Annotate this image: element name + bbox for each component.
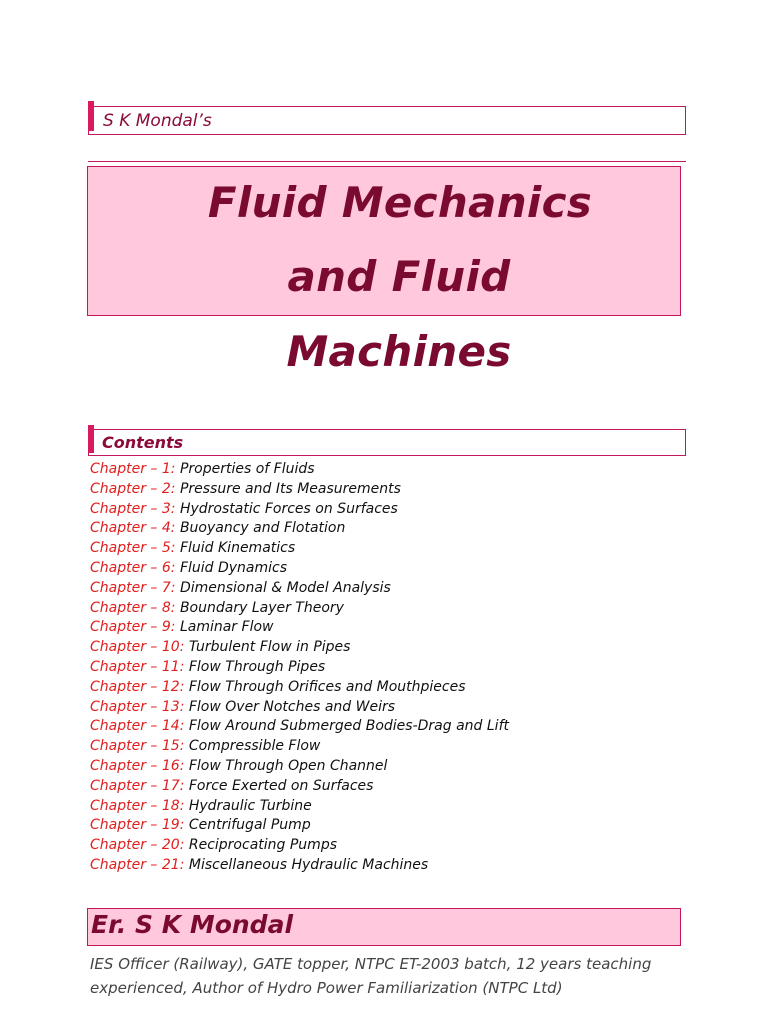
chapter-title: Pressure and Its Measurements (179, 480, 401, 497)
toc-entry (90, 697, 509, 717)
chapter-label: Chapter – 13: (90, 698, 185, 715)
toc-entry (90, 855, 509, 875)
toc-entry (90, 736, 509, 756)
chapter-label: Chapter – 20: (90, 837, 185, 854)
chapter-title: Dimensional & Model Analysis (179, 579, 391, 596)
chapter-title: Turbulent Flow in Pipes (188, 639, 351, 656)
chapter-title: Fluid Dynamics (179, 559, 288, 576)
chapter-title: Hydraulic Turbine (188, 797, 312, 814)
chapter-title: Flow Through Pipes (188, 658, 326, 675)
chapter-title: Fluid Kinematics (179, 540, 296, 557)
author-heading: S K Mondal’s (103, 111, 212, 131)
toc-entry (90, 756, 509, 776)
chapter-title: Flow Through Orifices and Mouthpieces (188, 678, 466, 695)
chapter-label: Chapter – 8: (90, 599, 176, 616)
chapter-label: Chapter – 9: (90, 619, 176, 636)
toc-entry (90, 657, 509, 677)
chapter-title: Flow Over Notches and Weirs (188, 698, 396, 715)
toc-entry (90, 716, 509, 736)
author-heading-bar (88, 106, 686, 135)
chapter-label: Chapter – 14: (90, 718, 185, 735)
toc-entry (90, 617, 509, 637)
toc-entry (90, 637, 509, 657)
toc-entry (90, 598, 509, 618)
book-title-line-1: Fluid Mechanics (207, 178, 593, 227)
toc-entry (90, 518, 509, 538)
chapter-title: Reciprocating Pumps (188, 837, 337, 854)
toc-entry (90, 479, 509, 499)
chapter-label: Chapter – 4: (90, 520, 176, 537)
chapter-label: Chapter – 3: (90, 500, 176, 517)
toc-entry (90, 796, 509, 816)
divider-line (88, 161, 686, 162)
chapter-title: Properties of Fluids (179, 461, 315, 477)
table-of-contents (90, 459, 509, 875)
chapter-label: Chapter – 15: (90, 738, 185, 755)
chapter-title: Flow Through Open Channel (188, 757, 388, 774)
chapter-label: Chapter – 19: (90, 817, 185, 834)
chapter-title: Centrifugal Pump (188, 817, 311, 834)
chapter-label: Chapter – 5: (90, 540, 176, 557)
author-bio: IES Officer (Railway), GATE topper, NTPC ET-2003 batch, 12 years teaching experienced, Author of Hydro Power Familiarization (NTPC Ltd) (90, 955, 652, 997)
chapter-title: Laminar Flow (179, 619, 274, 636)
chapter-label: Chapter – 11: (90, 658, 185, 675)
toc-entry (90, 538, 509, 558)
chapter-title: Flow Around Submerged Bodies-Drag and Lift (188, 718, 509, 735)
chapter-label: Chapter – 12: (90, 678, 185, 695)
toc-entry (90, 677, 509, 697)
chapter-title: Compressible Flow (188, 738, 321, 755)
contents-heading: Contents (102, 433, 184, 452)
heading-accent-mark (88, 101, 94, 131)
toc-entry (90, 776, 509, 796)
chapter-label: Chapter – 17: (90, 777, 185, 794)
heading-accent-mark (88, 425, 94, 453)
chapter-label: Chapter – 16: (90, 757, 185, 774)
chapter-title: Boundary Layer Theory (179, 599, 344, 616)
toc-entry (90, 578, 509, 598)
author-name-box (87, 908, 681, 946)
chapter-label: Chapter – 6: (90, 559, 176, 576)
book-title-line-2: and Fluid (287, 252, 511, 301)
chapter-label: Chapter – 10: (90, 639, 185, 656)
chapter-title: Buoyancy and Flotation (179, 520, 346, 537)
chapter-title: Hydrostatic Forces on Surfaces (179, 500, 398, 517)
toc-entry (90, 835, 509, 855)
author-name: Er. S K Mondal (91, 910, 294, 939)
chapter-title: Miscellaneous Hydraulic Machines (188, 856, 429, 873)
contents-heading-bar (88, 429, 686, 456)
toc-entry (90, 558, 509, 578)
toc-entry (90, 815, 509, 835)
chapter-label: Chapter – 18: (90, 797, 185, 814)
chapter-title: Force Exerted on Surfaces (188, 777, 374, 794)
chapter-label: Chapter – 2: (90, 480, 176, 497)
chapter-label: Chapter – 1: (90, 461, 176, 477)
book-title-line-3: Machines (286, 327, 512, 376)
toc-entry (90, 499, 509, 519)
toc-entry (90, 459, 509, 479)
chapter-label: Chapter – 21: (90, 856, 185, 873)
chapter-label: Chapter – 7: (90, 579, 176, 596)
